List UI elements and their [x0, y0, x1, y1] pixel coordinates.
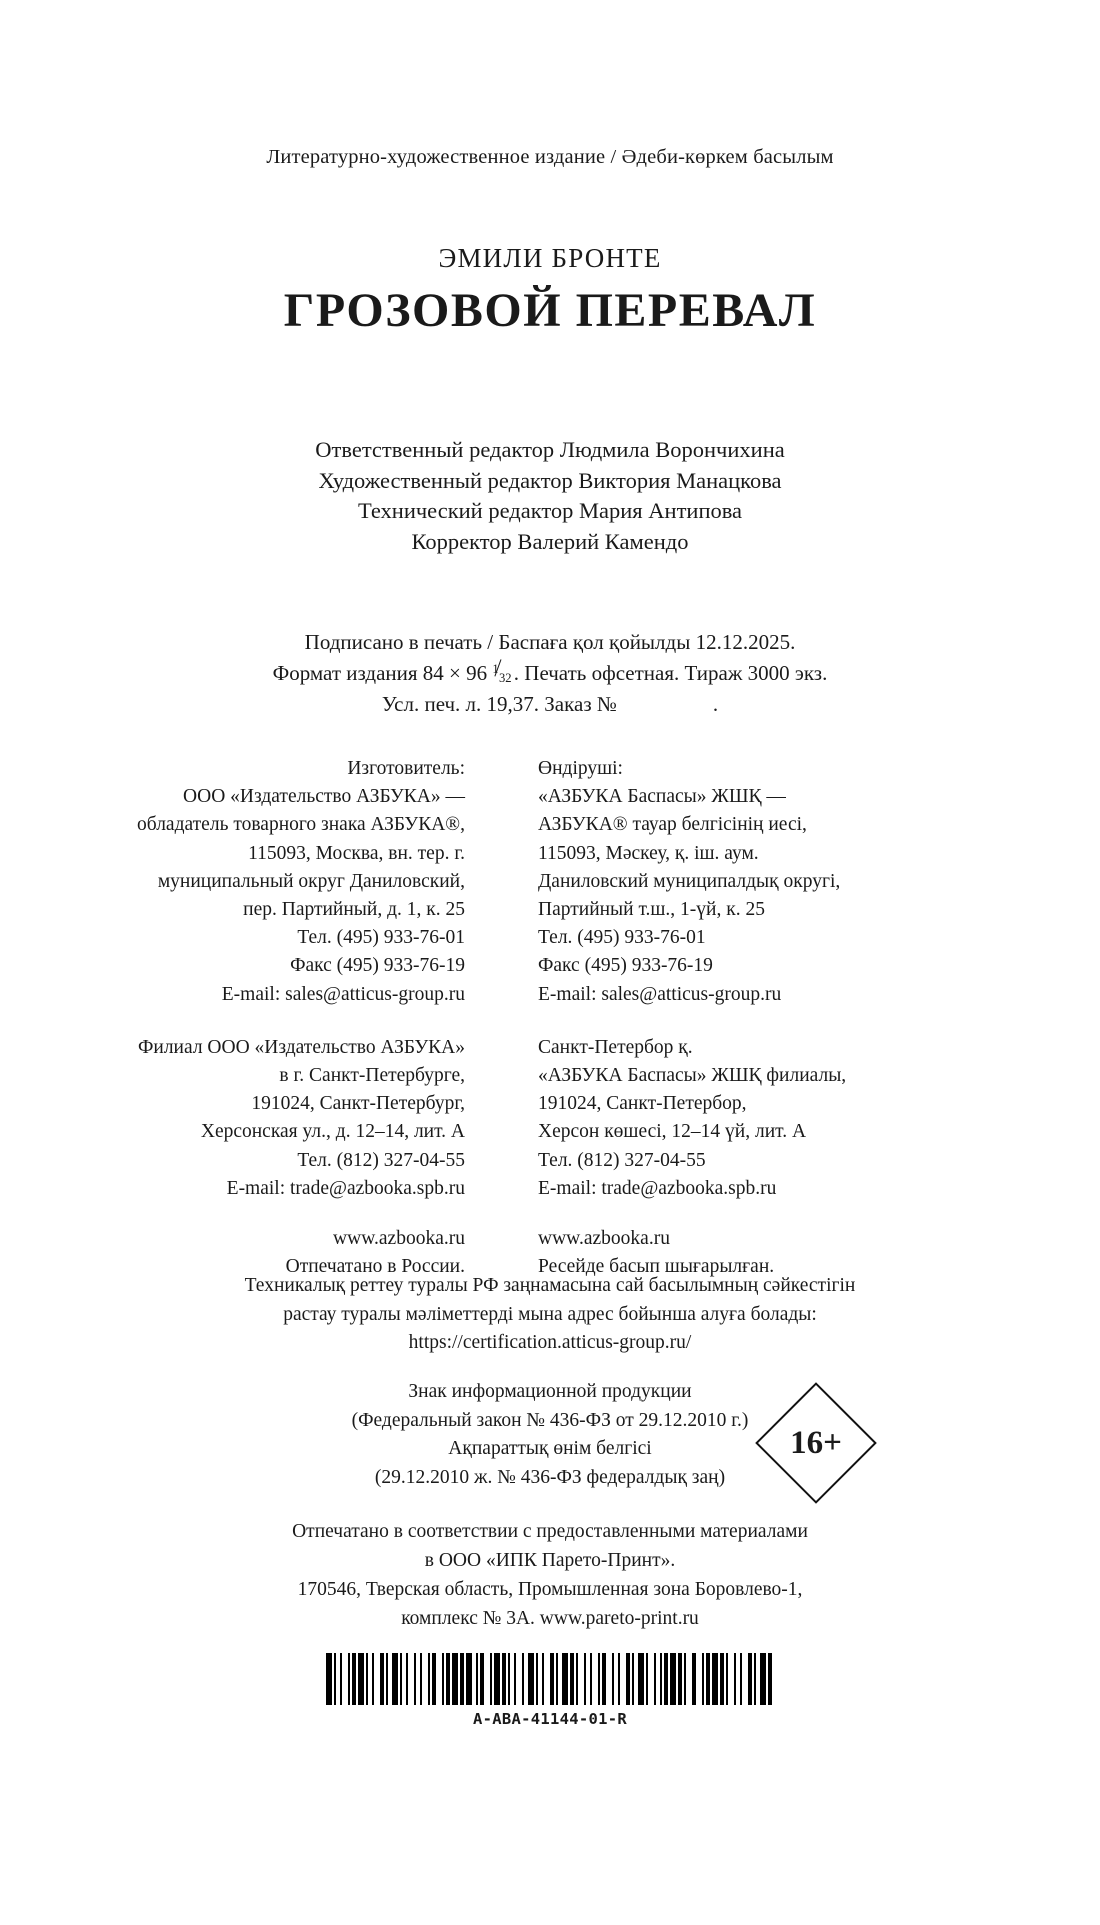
barcode-block [0, 1640, 1100, 1728]
staff-credits [0, 435, 1100, 557]
manufacturer-line: ООО «Издательство АЗБУКА» — [183, 786, 465, 808]
fraction-denominator: 32 [498, 671, 512, 686]
manufacturer-column-ru [0, 755, 465, 1009]
printer-line: комплекс № 3А. www.pareto-print.ru [401, 1608, 699, 1629]
age-mark-line: Знак информационной продукции [408, 1381, 692, 1402]
certification-line: растау туралы мәліметтерді мына адрес бойынша алуға болады: [283, 1303, 817, 1325]
manufacturer-line: Өндіруші: [538, 758, 623, 779]
age-mark-block [0, 1378, 1100, 1492]
manufacturer-phone: Тел. (495) 933-76-01 [297, 927, 465, 949]
printed-in-line: Отпечатано в России. [285, 1256, 465, 1278]
branch-line: Херсонская ул., д. 12–14, лит. А [200, 1121, 465, 1143]
branch-email[interactable]: E-mail: trade@azbooka.spb.ru [226, 1177, 465, 1199]
author-name: ЭМИЛИ БРОНТЕ [438, 243, 662, 273]
manufacturer-line: 115093, Мәскеу, қ. іш. аум. [538, 842, 759, 864]
branch-line: Херсон көшесі, 12–14 үй, лит. А [538, 1121, 807, 1143]
format-prefix: Формат издания 84 × 96 [272, 661, 493, 685]
website-link[interactable]: www.azbooka.ru [538, 1228, 670, 1250]
website-link[interactable]: www.azbooka.ru [333, 1228, 465, 1250]
manufacturer-column-kz [465, 755, 1100, 1009]
manufacturer-email[interactable]: E-mail: sales@atticus-group.ru [538, 983, 782, 1005]
manufacturer-fax: Факс (495) 933-76-19 [538, 955, 713, 977]
staff-line: Ответственный редактор Людмила Ворончихина [315, 437, 785, 462]
printer-line: 170546, Тверская область, Промышленная зона Боровлево-1, [297, 1579, 803, 1600]
publisher-block [0, 755, 1100, 1281]
age-rating-badge [755, 1382, 877, 1504]
age-mark-line: Ақпараттық өнім белгісі [448, 1438, 652, 1459]
age-rating-value: 16+ [790, 1424, 842, 1461]
sheets-order-prefix: Усл. печ. л. 19,37. Заказ № [381, 692, 617, 716]
branch-phone: Тел. (812) 327-04-55 [297, 1149, 465, 1171]
branch-line: 191024, Санкт-Петербург, [251, 1093, 465, 1115]
sheets-order-suffix: . [712, 692, 719, 716]
manufacturer-row [0, 755, 1100, 1009]
block-spacer [0, 1203, 1100, 1225]
manufacturer-fax: Факс (495) 933-76-19 [290, 955, 465, 977]
branch-column-kz [465, 1034, 1100, 1203]
format-suffix: . Печать офсетная. Тираж 3000 экз. [513, 661, 828, 685]
staff-line: Художественный редактор Виктория Манацкова [318, 467, 782, 493]
printer-block [0, 1517, 1100, 1633]
printer-line: Отпечатано в соответствии с предоставленными материалами [292, 1521, 808, 1542]
imprint-details [0, 627, 1100, 720]
format-line [0, 658, 1100, 689]
manufacturer-line: муниципальный округ Даниловский, [157, 870, 465, 892]
branch-email[interactable]: E-mail: trade@azbooka.spb.ru [538, 1177, 777, 1199]
branch-row [0, 1034, 1100, 1203]
signed-to-print-line: Подписано в печать / Баспаға қол қойылды 12.12.2025. [304, 630, 796, 654]
book-title: ГРОЗОВОЙ ПЕРЕВАЛ [283, 284, 817, 337]
barcode-image [326, 1653, 774, 1705]
certification-line: Техникалық реттеу туралы РФ заңнамасына сай басылымның сәйкестігін [244, 1275, 856, 1296]
branch-phone: Тел. (812) 327-04-55 [538, 1149, 706, 1171]
manufacturer-line: «АЗБУКА Баспасы» ЖШҚ — [538, 786, 786, 808]
branch-line: Филиал ООО «Издательство АЗБУКА» [137, 1036, 465, 1058]
age-mark-line: (Федеральный закон № 436-ФЗ от 29.12.2010 г.) [351, 1409, 749, 1431]
printer-line: в ООО «ИПК Парето-Принт». [424, 1550, 676, 1571]
manufacturer-line: обладатель товарного знака АЗБУКА®, [137, 814, 465, 836]
branch-column-ru [0, 1034, 465, 1203]
staff-line: Корректор Валерий Камендо [411, 528, 689, 554]
age-mark-line: (29.12.2010 ж. № 436-ФЗ федералдық заң) [374, 1466, 726, 1488]
series-line: Литературно-художественное издание / Әдеби-көркем басылым [266, 146, 834, 168]
printed-in-line: Ресейде басып шығарылған. [538, 1256, 775, 1278]
manufacturer-line: Партийный т.ш., 1-үй, к. 25 [538, 899, 765, 921]
sheets-order-line [0, 689, 1100, 720]
manufacturer-line: пер. Партийный, д. 1, к. 25 [243, 899, 465, 921]
manufacturer-phone: Тел. (495) 933-76-01 [538, 927, 706, 949]
manufacturer-line: АЗБУКА® тауар белгісінің иесі, [538, 814, 807, 836]
manufacturer-line: Даниловский муниципалдық округі, [538, 870, 841, 892]
branch-line: «АЗБУКА Баспасы» ЖШҚ филиалы, [538, 1065, 847, 1087]
certification-url[interactable]: https://certification.atticus-group.ru/ [408, 1332, 692, 1353]
certification-block [0, 1272, 1100, 1358]
branch-line: в г. Санкт-Петербурге, [279, 1065, 465, 1087]
branch-line: Санкт-Петербор қ. [538, 1036, 693, 1058]
format-fraction [492, 660, 513, 686]
manufacturer-email[interactable]: E-mail: sales@atticus-group.ru [221, 983, 465, 1005]
barcode-label: A-ABA-41144-01-R [472, 1710, 628, 1728]
manufacturer-line: Изготовитель: [347, 758, 465, 779]
staff-line: Технический редактор Мария Антипова [357, 498, 743, 523]
fraction-numerator: 1 [492, 662, 499, 677]
manufacturer-line: 115093, Москва, вн. тер. г. [248, 842, 465, 864]
branch-line: 191024, Санкт-Петербор, [538, 1093, 747, 1115]
block-spacer [0, 1009, 1100, 1034]
